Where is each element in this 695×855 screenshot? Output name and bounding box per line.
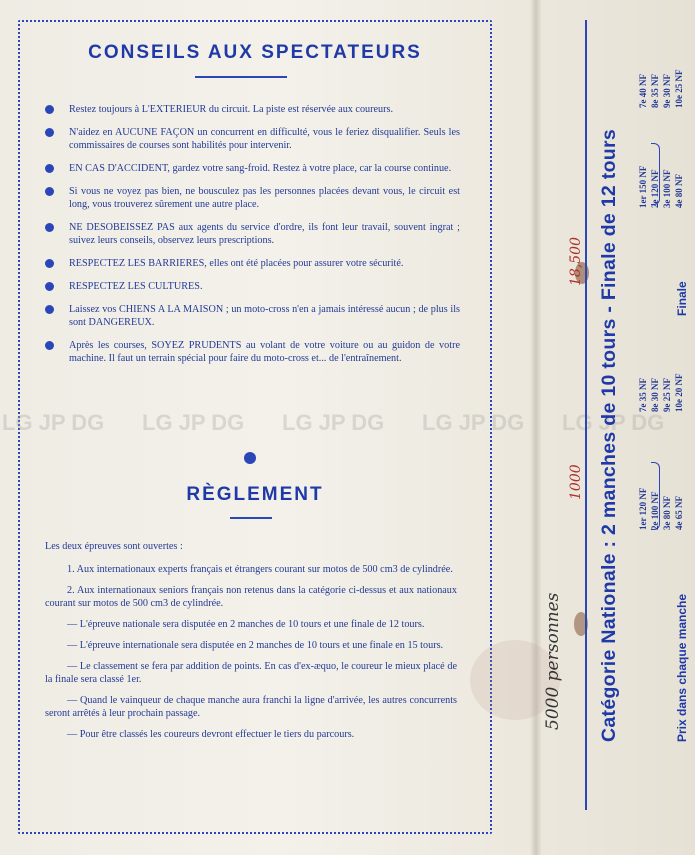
reglement-paragraph: — Le classement se fera par addition de points. En cas d'ex-æquo, le coureur le mieux placé de la finale sera classé 1er. (45, 661, 457, 685)
prize-item: 4e 80 NF (674, 174, 684, 208)
prize-item: 8e 35 NF (650, 74, 660, 108)
watermark-text: LG JP DG (422, 410, 525, 435)
conseil-item: Après les courses, SOYEZ PRUDENTS au volant de votre voiture ou au guidon de votre machine. Il faut un terrain spécial pour faire du moto-cross et... de l'entraînement. (45, 339, 460, 365)
prize-item: 2e 100 NF (650, 491, 660, 530)
prize-item: 10e 25 NF (674, 69, 684, 108)
bullet-icon (45, 187, 54, 196)
reglement-paragraph: 2. Aux internationaux seniors français non retenus dans la catégorie ci-dessus et aux nationaux courant sur motos de 500 cm3 de cylindrée. (45, 585, 457, 609)
bullet-icon (45, 341, 54, 350)
conseil-item: NE DESOBEISSEZ PAS aux agents du service d'ordre, ils font leur travail, souvent ingrat ; suivez leurs conseils, observez leurs prescriptions. (45, 221, 460, 247)
watermark-text: LG JP DG (282, 410, 385, 435)
title-rule (195, 76, 287, 78)
prize-item: 7e 35 NF (638, 378, 648, 412)
conseil-item: EN CAS D'ACCIDENT, gardez votre sang-froid. Restez à votre place, car la course continue. (45, 162, 460, 175)
handwritten-note: 18,500 (568, 237, 584, 286)
bullet-icon (45, 105, 54, 114)
conseil-item: Restez toujours à L'EXTERIEUR du circuit. La piste est réservée aux coureurs. (45, 103, 460, 116)
bullet-icon (45, 128, 54, 137)
reglement-paragraph: 1. Aux internationaux experts français et étrangers courant sur motos de 500 cm3 de cylindrée. (67, 564, 453, 575)
watermark-text: LG JP DG (562, 410, 665, 435)
conseil-item: Si vous ne voyez pas bien, ne bousculez pas les personnes placées devant vous, le circuit est long, vous trouverez sûrement une autre place. (45, 185, 460, 211)
reglement-paragraph: — Quand le vainqueur de chaque manche aura franchi la ligne d'arrivée, les autres concurrents seront arrêtés à leur prochain passage. (45, 695, 457, 719)
watermark-text: LG JP DG (2, 410, 105, 435)
handwritten-note: 5000 personnes (543, 592, 563, 730)
bullet-icon (45, 305, 54, 314)
prize-item: 10e 20 NF (674, 373, 684, 412)
bullet-icon (45, 164, 54, 173)
finale-label: Finale (675, 281, 689, 316)
prize-item: 9e 30 NF (662, 74, 672, 108)
bullet-icon (45, 282, 54, 291)
conseil-item: RESPECTEZ LES CULTURES. (45, 280, 460, 293)
prize-item: 3e 100 NF (662, 169, 672, 208)
prize-item: 3e 80 NF (662, 496, 672, 530)
bullet-icon (45, 259, 54, 268)
conseil-item: N'aidez en AUCUNE FAÇON un concurrent en difficulté, vous le feriez disqualifier. Seuls les commissaires de courses sont habilités pour intervenir. (45, 126, 460, 152)
reglement-body (45, 540, 457, 749)
prize-item: 7e 40 NF (638, 74, 648, 108)
conseil-item: Laissez vos CHIENS A LA MAISON ; un moto-cross n'en a jamais intéressé aucun ; de plus ils sont DANGEREUX. (45, 303, 460, 329)
reglement-paragraph: — L'épreuve internationale sera disputée en 2 manches de 10 tours et une finale en 15 tours. (67, 640, 444, 651)
nationale-title: Catégorie Nationale : 2 manches de 10 tours - Finale de 12 tours (598, 128, 620, 742)
reglement-intro: Les deux épreuves sont ouvertes : (45, 541, 183, 552)
conseil-item: RESPECTEZ LES BARRIERES, elles ont été placées pour assurer votre sécurité. (45, 257, 460, 270)
prize-item: 2e 120 NF (650, 169, 660, 208)
section-dot-icon (244, 452, 256, 464)
page-fold (530, 0, 542, 855)
reglement-rule (230, 517, 272, 519)
prize-item: 9e 25 NF (662, 378, 672, 412)
prize-item: 4e 65 NF (674, 496, 684, 530)
conseils-list (45, 103, 460, 375)
prize-item: 1er 120 NF (638, 487, 648, 530)
reglement-paragraph: — Pour être classés les coureurs devront effectuer le tiers du parcours. (67, 729, 355, 740)
conseils-title: CONSEILS AUX SPECTATEURS (88, 42, 422, 63)
reglement-paragraph: — L'épreuve nationale sera disputée en 2 manches de 10 tours et une finale de 12 tours. (67, 619, 425, 630)
prize-item: 8e 30 NF (650, 378, 660, 412)
watermark-text: LG JP DG (142, 410, 245, 435)
bullet-icon (45, 223, 54, 232)
prize-item: 1er 150 NF (638, 165, 648, 208)
manche-subtitle: Prix dans chaque manche (675, 593, 689, 742)
reglement-title: RÈGLEMENT (186, 484, 324, 505)
handwritten-note: 1000 (568, 464, 584, 500)
